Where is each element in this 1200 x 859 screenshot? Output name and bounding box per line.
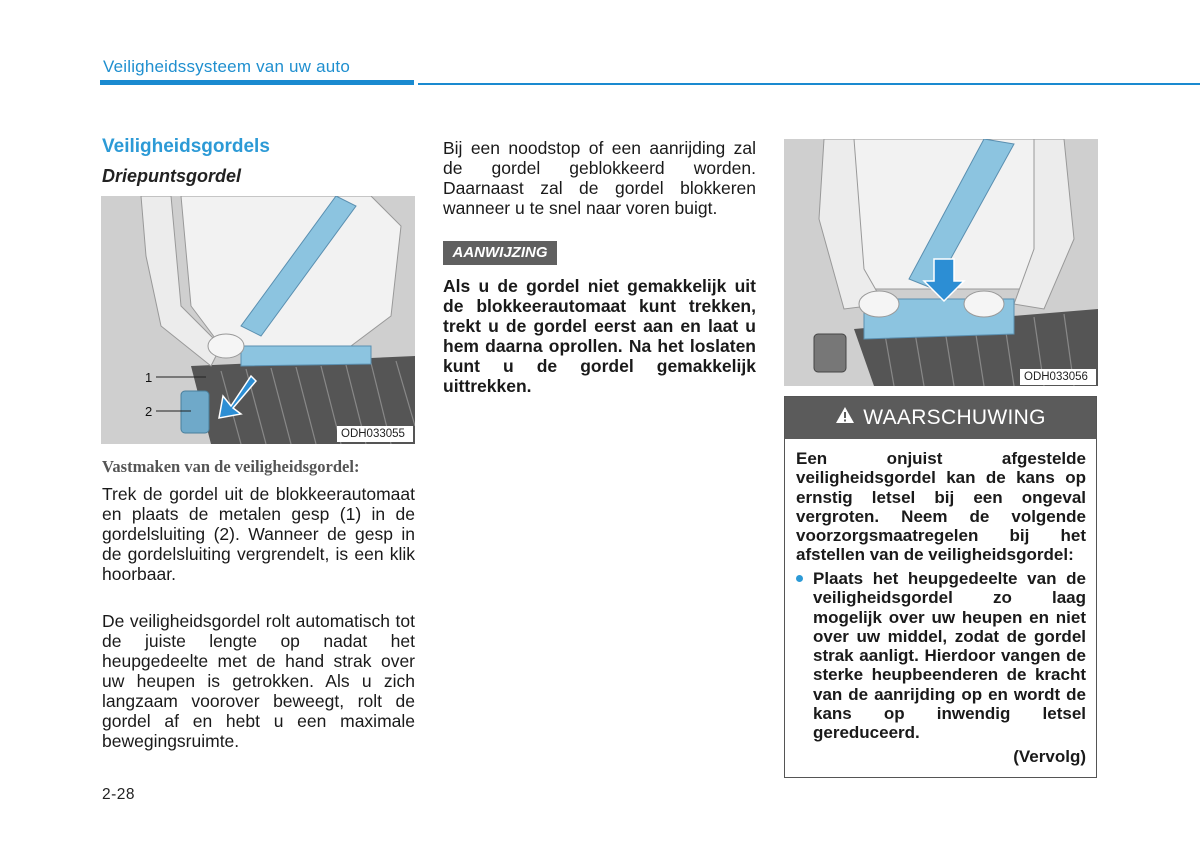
figure-code: ODH033055: [341, 428, 405, 440]
header-rule-thick: [100, 80, 414, 85]
warning-box: [784, 396, 1097, 778]
section-title: Veiligheidsgordels: [102, 136, 270, 157]
page-number: 2-28: [102, 786, 136, 803]
figure-callout-1: 1: [145, 370, 153, 385]
bullet-icon: [796, 575, 803, 582]
seatbelt-adjust-illustration: [784, 139, 1098, 386]
page-header-title: Veiligheidssysteem van uw auto: [103, 57, 350, 76]
fasten-paragraph-1: Trek de gordel uit de blokkeerautomaat en plaats de metalen gesp (1) in de gordelsluiting (2). Wanneer de gesp in de gordelsluiting vergrendelt, is een klik hoorbaar.: [102, 484, 415, 584]
subsection-title: Driepuntsgordel: [102, 166, 242, 186]
note-label: AANWIJZING: [443, 241, 557, 265]
seatbelt-adjust-drawing: [784, 139, 1098, 386]
warning-intro: Een onjuist afgestelde veiligheidsgordel kan de kans op ernstig letsel bij een ongeval vergroten. Neem de volgende voorzorgsmaatregelen bij het afstellen van de veiligheidsgordel:: [796, 449, 1086, 565]
warning-title: WAARSCHUWING: [863, 406, 1046, 429]
fasten-heading: Vastmaken van de veiligheidsgordel:: [102, 457, 360, 476]
warning-list-item: [796, 569, 1086, 743]
warning-item-text: Plaats het heupgedeelte van de veiligheidsgordel zo laag mogelijk over uw heupen en niet over uw middel, zodat de gordel strak aanligt. Hierdoor vangen de sterke heupbeenderen de kracht van de aanrijding op en wordt de kans op inwendig letsel gereduceerd.: [813, 569, 1086, 743]
header-rule-thin: [418, 83, 1200, 85]
seatbelt-fasten-illustration: [101, 196, 415, 444]
figure-callout-2: 2: [145, 404, 153, 419]
warning-header: [785, 397, 1096, 439]
column2-paragraph: Bij een noodstop of een aanrijding zal de gordel geblokkeerd worden. Daarnaast zal de gordel blokkeren wanneer u te snel naar voren buigt.: [443, 138, 756, 218]
continued-label: (Vervolg): [1013, 747, 1086, 766]
fasten-paragraph-2: De veiligheidsgordel rolt automatisch tot de juiste lengte op nadat het heupgedeelte met de hand strak over uw heupen is getrokken. Als u zich langzaam voorover beweegt, rolt de gordel af en hebt u een maximale bewegingsruimte.: [102, 611, 415, 751]
figure-code: ODH033056: [1024, 371, 1088, 383]
note-text: Als u de gordel niet gemakkelijk uit de blokkeerautomaat kunt trekken, trekt u de gordel eerst aan en laat u hem daarna oprollen. Na het loslaten kunt u de gordel gemakkelijk uittrekken.: [443, 276, 756, 396]
warning-triangle-icon: [835, 397, 855, 439]
